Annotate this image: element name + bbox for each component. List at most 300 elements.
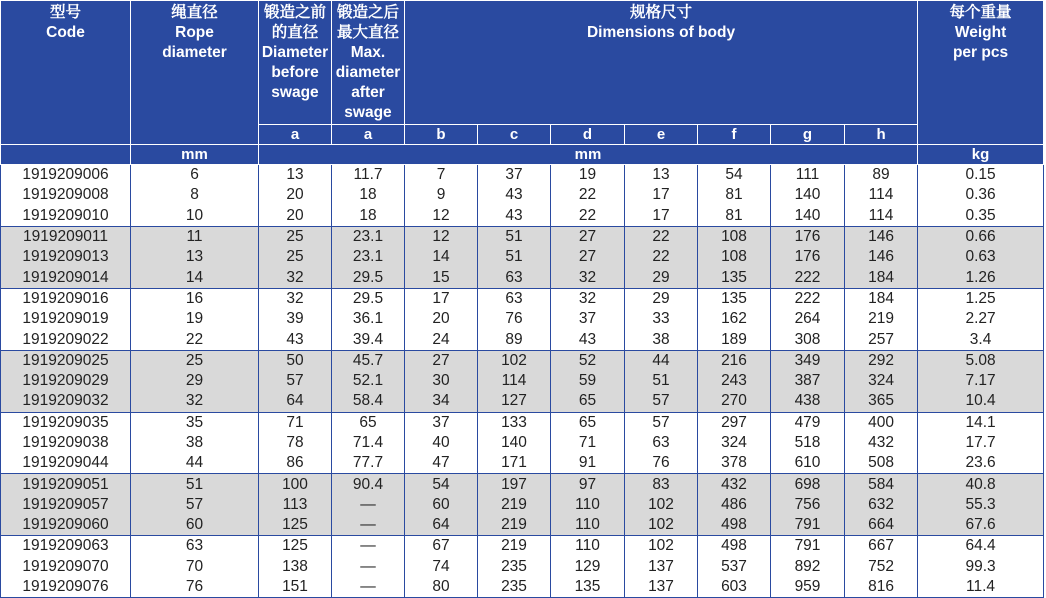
cell-d: 91 <box>551 453 625 474</box>
cell-f: 108 <box>698 247 771 267</box>
cell-code: 1919209010 <box>1 206 131 227</box>
cell-c: 89 <box>478 329 551 350</box>
table-row <box>1 165 1044 186</box>
cell-b: 60 <box>405 495 478 515</box>
cell-weight: 23.6 <box>918 453 1044 474</box>
cell-h: 146 <box>845 247 918 267</box>
cell-h: 816 <box>845 577 918 598</box>
sub-header-a-before: a <box>259 125 332 145</box>
cell-weight: 0.66 <box>918 226 1044 247</box>
cell-f: 81 <box>698 185 771 205</box>
cell-c: 51 <box>478 247 551 267</box>
cell-g: 892 <box>771 557 845 577</box>
cell-code: 1919209060 <box>1 515 131 536</box>
cell-d: 32 <box>551 267 625 288</box>
cell-b: 40 <box>405 433 478 453</box>
cell-g: 308 <box>771 329 845 350</box>
cell-a-before: 13 <box>259 165 332 186</box>
table-row <box>1 309 1044 329</box>
cell-f: 162 <box>698 309 771 329</box>
cell-rope-diameter: 44 <box>131 453 259 474</box>
cell-weight: 11.4 <box>918 577 1044 598</box>
cell-e: 29 <box>625 288 698 309</box>
cell-b: 14 <box>405 247 478 267</box>
cell-h: 257 <box>845 329 918 350</box>
table-row <box>1 453 1044 474</box>
header-code <box>1 1 131 145</box>
header-after-en-2: diameter <box>335 64 401 81</box>
cell-a-after: 58.4 <box>332 391 405 412</box>
cell-a-before: 20 <box>259 185 332 205</box>
cell-b: 30 <box>405 371 478 391</box>
cell-a-after: 29.5 <box>332 267 405 288</box>
sub-header-a-after: a <box>332 125 405 145</box>
cell-a-before: 100 <box>259 474 332 495</box>
cell-c: 171 <box>478 453 551 474</box>
cell-weight: 0.63 <box>918 247 1044 267</box>
cell-a-before: 64 <box>259 391 332 412</box>
header-after-en-4: swage <box>344 104 392 121</box>
cell-code: 1919209014 <box>1 267 131 288</box>
cell-a-after: — <box>332 495 405 515</box>
cell-a-before: 113 <box>259 495 332 515</box>
header-rope-en-1: Rope <box>175 24 214 41</box>
cell-a-before: 57 <box>259 371 332 391</box>
header-code-en: Code <box>46 24 85 41</box>
cell-b: 80 <box>405 577 478 598</box>
table-row <box>1 288 1044 309</box>
cell-b: 54 <box>405 474 478 495</box>
cell-weight: 14.1 <box>918 412 1044 433</box>
sub-header-c: c <box>478 125 551 145</box>
cell-weight: 17.7 <box>918 433 1044 453</box>
cell-a-after: 18 <box>332 185 405 205</box>
header-code-cn: 型号 <box>49 4 81 21</box>
cell-code: 1919209016 <box>1 288 131 309</box>
cell-weight: 55.3 <box>918 495 1044 515</box>
sub-header-g: g <box>771 125 845 145</box>
cell-code: 1919209008 <box>1 185 131 205</box>
cell-e: 33 <box>625 309 698 329</box>
cell-h: 752 <box>845 557 918 577</box>
header-after-cn-2: 最大直径 <box>336 24 399 41</box>
cell-c: 63 <box>478 267 551 288</box>
table-row <box>1 267 1044 288</box>
cell-h: 114 <box>845 185 918 205</box>
cell-a-before: 50 <box>259 350 332 371</box>
unit-code-blank <box>1 145 131 165</box>
cell-code: 1919209044 <box>1 453 131 474</box>
cell-a-before: 20 <box>259 206 332 227</box>
table-header <box>1 1 1044 165</box>
cell-g: 698 <box>771 474 845 495</box>
table-row <box>1 329 1044 350</box>
cell-a-after: 65 <box>332 412 405 433</box>
header-diameter-before-swage <box>259 1 332 125</box>
cell-d: 71 <box>551 433 625 453</box>
sub-header-b: b <box>405 125 478 145</box>
header-dimensions-of-body <box>405 1 918 125</box>
cell-a-after: 39.4 <box>332 329 405 350</box>
cell-f: 498 <box>698 536 771 557</box>
cell-rope-diameter: 57 <box>131 495 259 515</box>
cell-f: 432 <box>698 474 771 495</box>
header-after-en-3: after <box>351 84 385 101</box>
cell-weight: 1.26 <box>918 267 1044 288</box>
cell-d: 110 <box>551 536 625 557</box>
cell-c: 219 <box>478 536 551 557</box>
cell-code: 1919209035 <box>1 412 131 433</box>
cell-c: 219 <box>478 515 551 536</box>
cell-a-after: 36.1 <box>332 309 405 329</box>
sub-header-h: h <box>845 125 918 145</box>
cell-g: 387 <box>771 371 845 391</box>
cell-g: 479 <box>771 412 845 433</box>
table-row <box>1 226 1044 247</box>
cell-a-after: — <box>332 577 405 598</box>
cell-a-after: 18 <box>332 206 405 227</box>
cell-rope-diameter: 22 <box>131 329 259 350</box>
cell-g: 791 <box>771 515 845 536</box>
unit-dims: mm <box>259 145 918 165</box>
cell-e: 76 <box>625 453 698 474</box>
cell-a-before: 78 <box>259 433 332 453</box>
cell-c: 219 <box>478 495 551 515</box>
cell-g: 176 <box>771 226 845 247</box>
cell-h: 292 <box>845 350 918 371</box>
table-row <box>1 433 1044 453</box>
cell-c: 235 <box>478 577 551 598</box>
cell-f: 108 <box>698 226 771 247</box>
table-row <box>1 474 1044 495</box>
cell-f: 486 <box>698 495 771 515</box>
header-weight <box>918 1 1044 145</box>
cell-g: 438 <box>771 391 845 412</box>
cell-b: 64 <box>405 515 478 536</box>
cell-f: 54 <box>698 165 771 186</box>
cell-d: 27 <box>551 226 625 247</box>
cell-b: 34 <box>405 391 478 412</box>
cell-g: 349 <box>771 350 845 371</box>
cell-c: 37 <box>478 165 551 186</box>
cell-c: 102 <box>478 350 551 371</box>
cell-h: 114 <box>845 206 918 227</box>
cell-g: 610 <box>771 453 845 474</box>
cell-a-after: 77.7 <box>332 453 405 474</box>
cell-c: 133 <box>478 412 551 433</box>
header-rope-diameter <box>131 1 259 145</box>
cell-a-after: 52.1 <box>332 371 405 391</box>
header-rope-cn: 绳直径 <box>171 4 218 21</box>
header-before-cn-2: 的直径 <box>271 24 319 41</box>
table-row <box>1 391 1044 412</box>
table-row <box>1 206 1044 227</box>
cell-rope-diameter: 16 <box>131 288 259 309</box>
header-dims-en: Dimensions of body <box>586 24 736 41</box>
cell-a-before: 25 <box>259 226 332 247</box>
cell-e: 38 <box>625 329 698 350</box>
cell-e: 22 <box>625 226 698 247</box>
cell-weight: 5.08 <box>918 350 1044 371</box>
cell-h: 584 <box>845 474 918 495</box>
cell-b: 24 <box>405 329 478 350</box>
header-max-diameter-after-swage <box>332 1 405 125</box>
cell-f: 81 <box>698 206 771 227</box>
cell-weight: 7.17 <box>918 371 1044 391</box>
cell-e: 63 <box>625 433 698 453</box>
cell-d: 52 <box>551 350 625 371</box>
header-weight-en-1: Weight <box>954 24 1007 41</box>
cell-weight: 0.36 <box>918 185 1044 205</box>
cell-b: 9 <box>405 185 478 205</box>
cell-rope-diameter: 51 <box>131 474 259 495</box>
cell-a-after: — <box>332 515 405 536</box>
cell-a-after: 23.1 <box>332 226 405 247</box>
table-row <box>1 495 1044 515</box>
cell-h: 365 <box>845 391 918 412</box>
cell-g: 222 <box>771 267 845 288</box>
cell-c: 51 <box>478 226 551 247</box>
cell-code: 1919209063 <box>1 536 131 557</box>
cell-code: 1919209022 <box>1 329 131 350</box>
cell-c: 43 <box>478 185 551 205</box>
cell-h: 667 <box>845 536 918 557</box>
cell-rope-diameter: 19 <box>131 309 259 329</box>
cell-rope-diameter: 8 <box>131 185 259 205</box>
cell-weight: 3.4 <box>918 329 1044 350</box>
cell-e: 29 <box>625 267 698 288</box>
cell-rope-diameter: 60 <box>131 515 259 536</box>
header-before-cn-1: 锻造之前 <box>263 4 326 21</box>
cell-d: 19 <box>551 165 625 186</box>
cell-a-before: 71 <box>259 412 332 433</box>
cell-code: 1919209038 <box>1 433 131 453</box>
cell-g: 176 <box>771 247 845 267</box>
cell-a-before: 151 <box>259 577 332 598</box>
cell-b: 15 <box>405 267 478 288</box>
cell-e: 102 <box>625 495 698 515</box>
header-before-en-1: Diameter <box>261 44 329 61</box>
cell-c: 127 <box>478 391 551 412</box>
cell-code: 1919209011 <box>1 226 131 247</box>
cell-h: 632 <box>845 495 918 515</box>
header-before-en-2: before <box>271 64 319 81</box>
cell-weight: 40.8 <box>918 474 1044 495</box>
header-dims-cn: 规格尺寸 <box>630 4 693 21</box>
cell-rope-diameter: 10 <box>131 206 259 227</box>
cell-rope-diameter: 76 <box>131 577 259 598</box>
cell-weight: 1.25 <box>918 288 1044 309</box>
cell-code: 1919209029 <box>1 371 131 391</box>
cell-weight: 0.35 <box>918 206 1044 227</box>
cell-a-before: 39 <box>259 309 332 329</box>
cell-e: 83 <box>625 474 698 495</box>
cell-h: 508 <box>845 453 918 474</box>
cell-d: 110 <box>551 495 625 515</box>
cell-h: 219 <box>845 309 918 329</box>
cell-h: 146 <box>845 226 918 247</box>
header-weight-cn: 每个重量 <box>949 4 1012 21</box>
cell-a-before: 125 <box>259 515 332 536</box>
table-row <box>1 247 1044 267</box>
cell-c: 197 <box>478 474 551 495</box>
cell-b: 47 <box>405 453 478 474</box>
cell-e: 102 <box>625 536 698 557</box>
sub-header-d: d <box>551 125 625 145</box>
cell-f: 297 <box>698 412 771 433</box>
cell-c: 63 <box>478 288 551 309</box>
header-after-cn-1: 锻造之后 <box>336 4 399 21</box>
cell-b: 37 <box>405 412 478 433</box>
cell-h: 432 <box>845 433 918 453</box>
cell-weight: 2.27 <box>918 309 1044 329</box>
cell-code: 1919209057 <box>1 495 131 515</box>
cell-g: 756 <box>771 495 845 515</box>
cell-a-after: 71.4 <box>332 433 405 453</box>
cell-g: 518 <box>771 433 845 453</box>
cell-rope-diameter: 32 <box>131 391 259 412</box>
cell-h: 664 <box>845 515 918 536</box>
cell-e: 17 <box>625 185 698 205</box>
cell-f: 135 <box>698 267 771 288</box>
table-row <box>1 557 1044 577</box>
cell-c: 76 <box>478 309 551 329</box>
cell-a-after: 11.7 <box>332 165 405 186</box>
cell-code: 1919209013 <box>1 247 131 267</box>
cell-d: 32 <box>551 288 625 309</box>
cell-e: 13 <box>625 165 698 186</box>
sub-header-e: e <box>625 125 698 145</box>
header-before-en-3: swage <box>271 84 319 101</box>
cell-code: 1919209019 <box>1 309 131 329</box>
table-row <box>1 350 1044 371</box>
cell-g: 140 <box>771 206 845 227</box>
cell-c: 43 <box>478 206 551 227</box>
cell-b: 7 <box>405 165 478 186</box>
cell-a-after: 29.5 <box>332 288 405 309</box>
unit-weight: kg <box>918 145 1044 165</box>
cell-b: 27 <box>405 350 478 371</box>
cell-f: 603 <box>698 577 771 598</box>
cell-d: 59 <box>551 371 625 391</box>
cell-rope-diameter: 63 <box>131 536 259 557</box>
cell-e: 51 <box>625 371 698 391</box>
table-row <box>1 371 1044 391</box>
table-row <box>1 412 1044 433</box>
table-body <box>1 165 1044 598</box>
cell-e: 22 <box>625 247 698 267</box>
cell-d: 65 <box>551 412 625 433</box>
cell-h: 324 <box>845 371 918 391</box>
cell-d: 27 <box>551 247 625 267</box>
cell-rope-diameter: 11 <box>131 226 259 247</box>
cell-a-after: — <box>332 557 405 577</box>
cell-rope-diameter: 13 <box>131 247 259 267</box>
unit-rope: mm <box>131 145 259 165</box>
cell-f: 324 <box>698 433 771 453</box>
cell-b: 17 <box>405 288 478 309</box>
cell-d: 37 <box>551 309 625 329</box>
cell-h: 89 <box>845 165 918 186</box>
cell-e: 137 <box>625 557 698 577</box>
cell-f: 243 <box>698 371 771 391</box>
cell-b: 74 <box>405 557 478 577</box>
header-rope-en-2: diameter <box>162 44 227 61</box>
cell-a-after: — <box>332 536 405 557</box>
sub-header-f: f <box>698 125 771 145</box>
cell-h: 400 <box>845 412 918 433</box>
cell-f: 270 <box>698 391 771 412</box>
cell-g: 140 <box>771 185 845 205</box>
cell-f: 498 <box>698 515 771 536</box>
cell-d: 22 <box>551 185 625 205</box>
cell-e: 57 <box>625 412 698 433</box>
header-after-en-1: Max. <box>350 44 386 61</box>
cell-rope-diameter: 35 <box>131 412 259 433</box>
cell-d: 129 <box>551 557 625 577</box>
cell-a-before: 138 <box>259 557 332 577</box>
cell-h: 184 <box>845 267 918 288</box>
cell-e: 57 <box>625 391 698 412</box>
cell-a-before: 125 <box>259 536 332 557</box>
cell-code: 1919209070 <box>1 557 131 577</box>
cell-g: 791 <box>771 536 845 557</box>
cell-rope-diameter: 6 <box>131 165 259 186</box>
cell-c: 235 <box>478 557 551 577</box>
cell-b: 12 <box>405 226 478 247</box>
cell-c: 140 <box>478 433 551 453</box>
cell-f: 537 <box>698 557 771 577</box>
cell-d: 97 <box>551 474 625 495</box>
cell-a-after: 23.1 <box>332 247 405 267</box>
cell-a-before: 86 <box>259 453 332 474</box>
cell-code: 1919209076 <box>1 577 131 598</box>
cell-rope-diameter: 29 <box>131 371 259 391</box>
cell-d: 43 <box>551 329 625 350</box>
table-row <box>1 185 1044 205</box>
cell-weight: 64.4 <box>918 536 1044 557</box>
cell-weight: 67.6 <box>918 515 1044 536</box>
table-row <box>1 536 1044 557</box>
cell-d: 135 <box>551 577 625 598</box>
cell-code: 1919209006 <box>1 165 131 186</box>
cell-h: 184 <box>845 288 918 309</box>
cell-a-after: 90.4 <box>332 474 405 495</box>
cell-code: 1919209025 <box>1 350 131 371</box>
cell-g: 222 <box>771 288 845 309</box>
cell-b: 20 <box>405 309 478 329</box>
cell-rope-diameter: 38 <box>131 433 259 453</box>
cell-a-after: 45.7 <box>332 350 405 371</box>
cell-f: 135 <box>698 288 771 309</box>
cell-weight: 10.4 <box>918 391 1044 412</box>
cell-e: 137 <box>625 577 698 598</box>
cell-d: 65 <box>551 391 625 412</box>
cell-a-before: 25 <box>259 247 332 267</box>
cell-d: 110 <box>551 515 625 536</box>
cell-f: 216 <box>698 350 771 371</box>
cell-rope-diameter: 25 <box>131 350 259 371</box>
cell-f: 378 <box>698 453 771 474</box>
table-row <box>1 515 1044 536</box>
cell-g: 111 <box>771 165 845 186</box>
cell-g: 959 <box>771 577 845 598</box>
cell-c: 114 <box>478 371 551 391</box>
cell-f: 189 <box>698 329 771 350</box>
header-weight-en-2: per pcs <box>952 44 1009 61</box>
cell-a-before: 43 <box>259 329 332 350</box>
cell-g: 264 <box>771 309 845 329</box>
